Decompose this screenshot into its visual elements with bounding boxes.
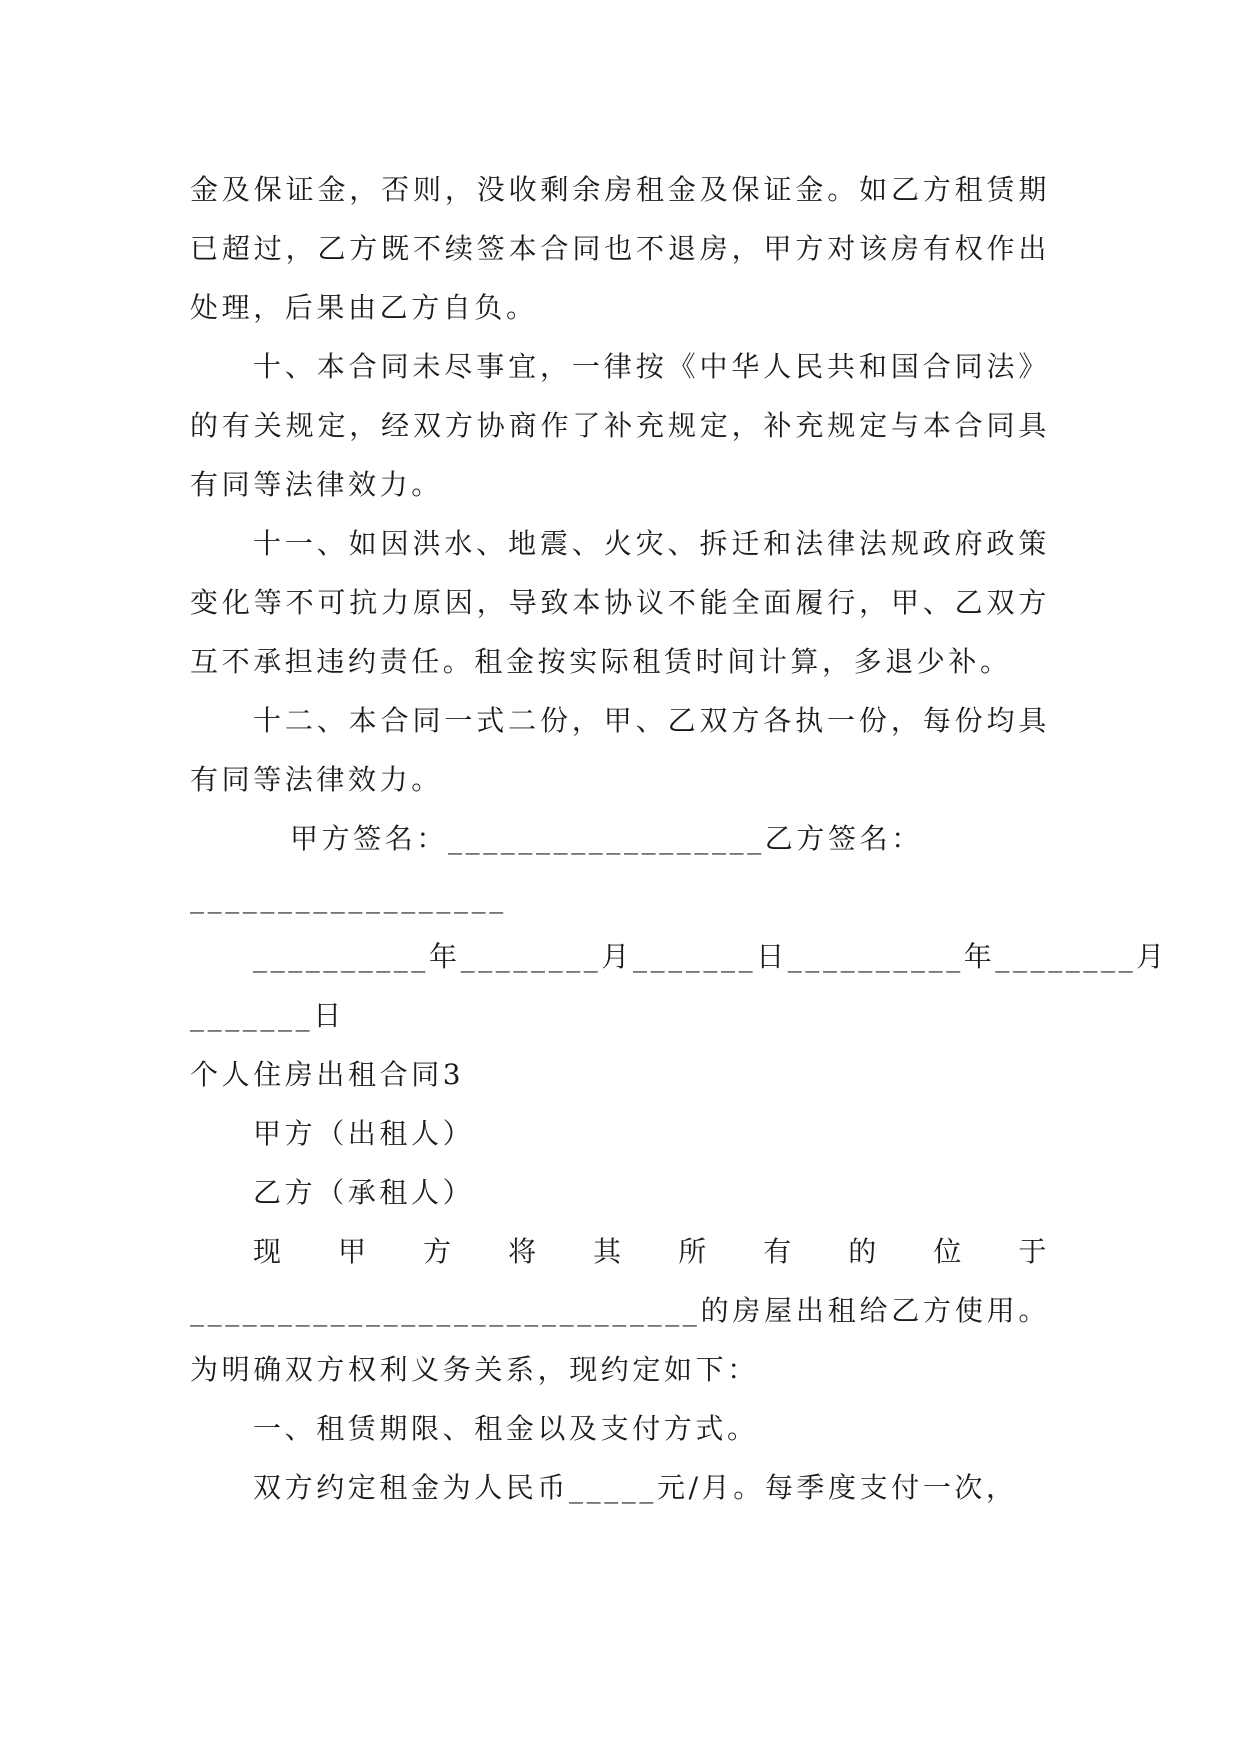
signature-line: 甲方签名：__________________乙方签名： bbox=[290, 822, 923, 855]
intro-paragraph: 现甲方将其所有的位于_____________________________的房屋出租给乙方使用。为明确双方权利义务关系，现约定如下： bbox=[190, 1235, 1050, 1386]
party-b-label: 乙方（承租人） bbox=[253, 1176, 475, 1209]
paragraph-clause-11: 十一、如因洪水、地震、火灾、拆迁和法律法规政府政策变化等不可抗力原因，导致本协议不能全面履行，甲、乙双方互不承担违约责任。租金按实际租赁时间计算，多退少补。 bbox=[190, 527, 1050, 678]
signature-line-continuation: __________________ bbox=[190, 881, 507, 914]
party-a-label: 甲方（出租人） bbox=[253, 1117, 475, 1150]
paragraph-continuation: 金及保证金，否则，没收剩余房租金及保证金。如乙方租赁期已超过，乙方既不续签本合同也不退房，甲方对该房有权作出处理，后果由乙方自负。 bbox=[190, 173, 1050, 324]
document-body bbox=[190, 160, 1168, 1517]
section-1-heading: 一、租赁期限、租金以及支付方式。 bbox=[253, 1412, 759, 1445]
date-line-continuation: _______日 bbox=[190, 999, 345, 1032]
paragraph-clause-12: 十二、本合同一式二份，甲、乙双方各执一份，每份均具有同等法律效力。 bbox=[190, 704, 1050, 796]
date-line: __________年________月_______日__________年________月 bbox=[253, 940, 1168, 973]
contract-3-title: 个人住房出租合同3 bbox=[190, 1058, 465, 1091]
paragraph-clause-10: 十、本合同未尽事宜，一律按《中华人民共和国合同法》的有关规定，经双方协商作了补充规定，补充规定与本合同具有同等法律效力。 bbox=[190, 350, 1050, 501]
rent-paragraph: 双方约定租金为人民币_____元/月。每季度支付一次， bbox=[253, 1471, 1018, 1504]
